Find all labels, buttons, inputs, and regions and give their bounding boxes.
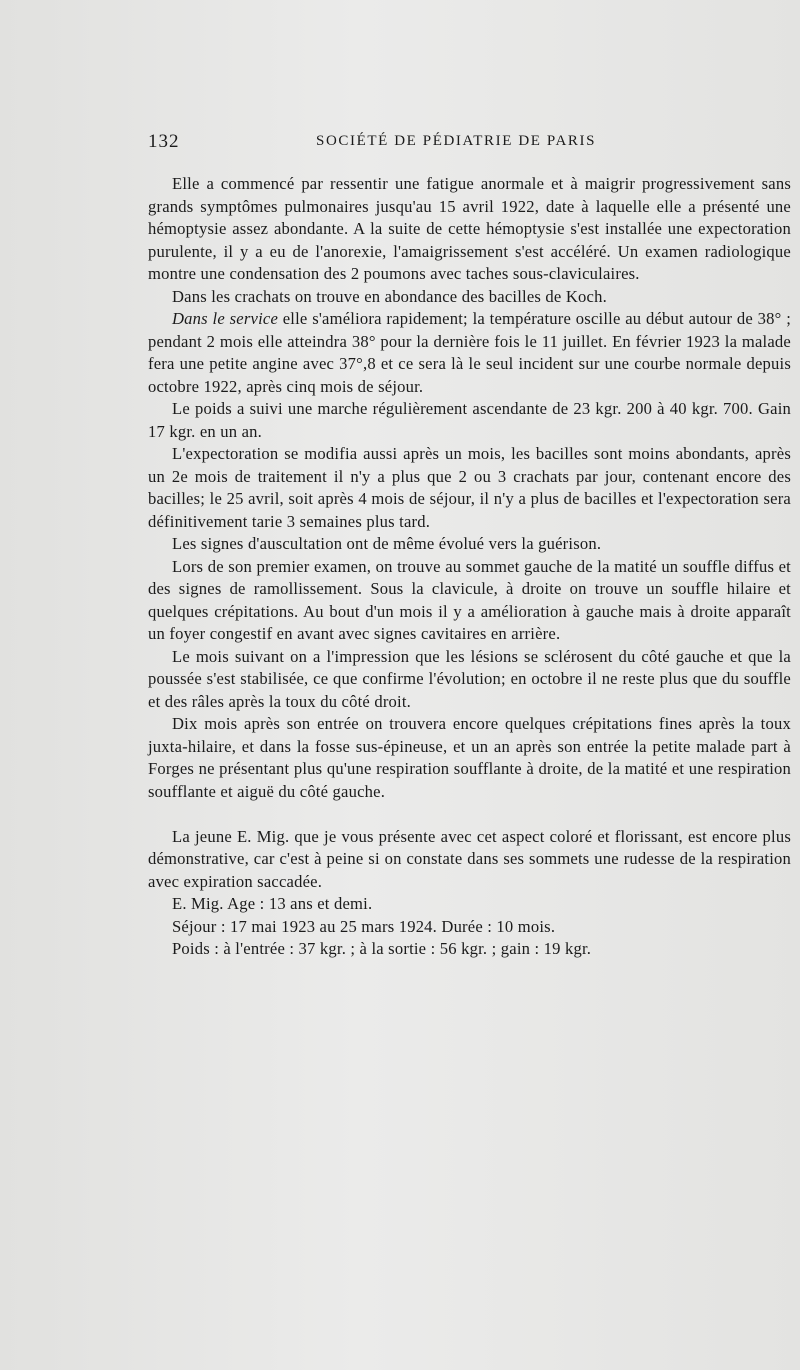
case-detail-line: E. Mig. Age : 13 ans et demi. bbox=[172, 894, 373, 913]
paragraph: L'expectoration se modifia aussi après un mois, les bacilles sont moins abondants, après un 2e mois de traitement il n'y a plus que 2 ou 3 crachats par jour, contenant encore des bacilles; le 25 avril, soit après 4 mois de séjour, il n'y a plus de bacilles et l'expectoration sera définitivement tarie 3 semaines plus tard. bbox=[148, 444, 791, 531]
paragraph: Lors de son premier examen, on trouve au sommet gauche de la matité un souffle diffus et des signes de ramollissement. Sous la clavicule, à droite on trouve un souffle hilaire et quelques crépitations. Au bout d'un mois il y a amélioration à gauche mais à droite apparaît un foyer congestif en avant avec signes cavitaires en arrière. bbox=[148, 556, 791, 643]
paragraph: Le poids a suivi une marche régulièrement ascendante de 23 kgr. 200 à 40 kgr. 700. Gain 17 kgr. en un an. bbox=[148, 399, 791, 441]
page-header bbox=[148, 131, 788, 155]
case-detail-line: Séjour : 17 mai 1923 au 25 mars 1924. Durée : 10 mois. bbox=[172, 916, 556, 936]
paragraph: Le mois suivant on a l'impression que les lésions se sclérosent du côté gauche et que la poussée s'est stabilisée, ce que confirme l'évolution; en octobre il ne reste plus que du souffle et des râles après la toux du côté droit. bbox=[148, 646, 791, 711]
paragraph: La jeune E. Mig. que je vous présente avec cet aspect coloré et florissant, est encore plus démonstrative, car c'est à peine si on constate dans ses sommets une rudesse de la respiration avec expiration saccadée. bbox=[148, 826, 791, 891]
paragraph: Elle a commencé par ressentir une fatigue anormale et à maigrir progressivement sans grands symptômes pulmonaires jusqu'au 15 avril 1922, date à laquelle elle a présenté une hémoptysie assez abondante. A la suite de cette hémoptysie s'est installée une expectoration purulente, il y a eu de l'anorexie, l'amaigrissement s'est accéléré. Un examen radiologique montre une condensation des 2 poumons avec taches sous-claviculaires. bbox=[148, 174, 791, 283]
paragraph: Les signes d'auscultation ont de même évolué vers la guérison. bbox=[172, 534, 602, 553]
running-title: SOCIÉTÉ DE PÉDIATRIE DE PARIS bbox=[316, 133, 597, 149]
page-number: 132 bbox=[148, 131, 180, 152]
paragraph bbox=[148, 308, 791, 398]
body-text bbox=[148, 173, 791, 961]
paragraph: Dix mois après son entrée on trouvera encore quelques crépitations fines après la toux juxta-hilaire, et dans la fosse sus-épineuse, et un an après son entrée la petite malade part à Forges ne présentant plus qu'une respiration soufflante à droite, de la matité et une respiration soufflante et aiguë du côté gauche. bbox=[148, 714, 791, 801]
paragraph-rest: elle s'améliora rapidement; la température oscille au début autour de 38° ; pendant 2 mois elle atteindra 38° pour la dernière fois le 11 juillet. En février 1923 la malade fera une petite angine avec 37°,8 et ce sera là le seul incident sur une courbe normale depuis octobre 1922, après cinq mois de séjour. bbox=[148, 309, 792, 396]
paragraph-gap bbox=[148, 803, 791, 826]
paragraph: Dans les crachats on trouve en abondance des bacilles de Koch. bbox=[172, 286, 607, 306]
case-detail-line: Poids : à l'entrée : 37 kgr. ; à la sortie : 56 kgr. ; gain : 19 kgr. bbox=[172, 939, 592, 958]
italic-lead: Dans le service bbox=[172, 309, 279, 328]
